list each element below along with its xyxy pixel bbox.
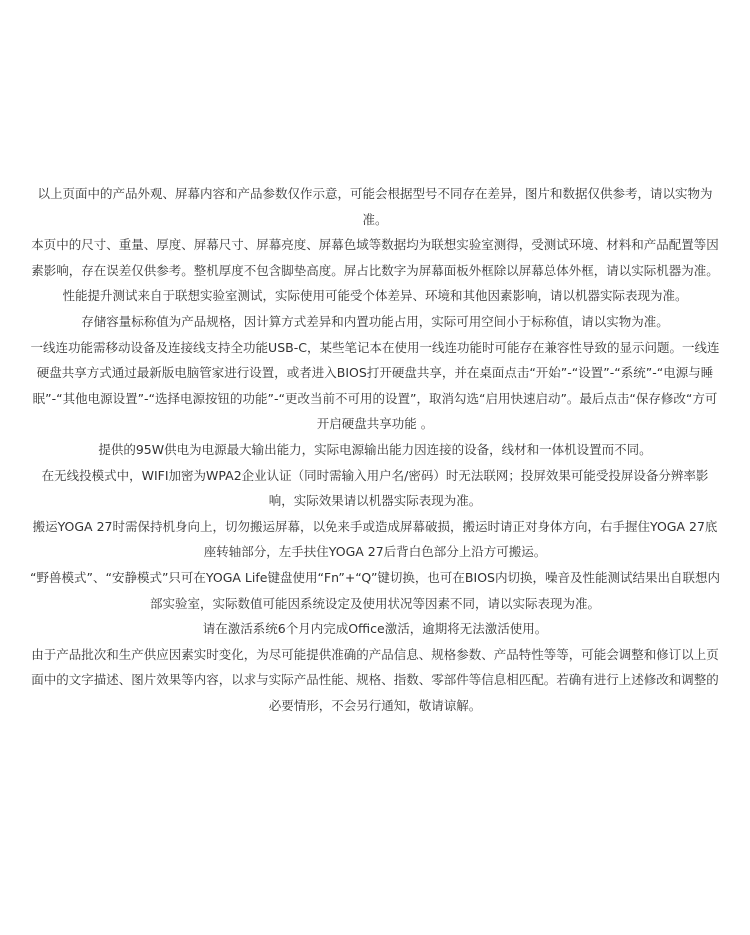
disclaimer-measurements: 本页中的尺寸、重量、厚度、屏幕尺寸、屏幕亮度、屏幕色域等数据均为联想实验室测得，受测试环境、材料和产品配置等因素影响，存在误差仅供参考。整机厚度不包含脚垫高度。屏占比数字为屏幕面板外框除以屏幕总体外框，请以实际机器为准。 xyxy=(31,237,719,278)
disclaimer-power: 提供的95W供电为电源最大输出能力，实际电源输出能力因连接的设备，线材和一体机设置而不同。 xyxy=(98,441,652,457)
disclaimer-wireless-projection: 在无线投模式中，WIFI加密为WPA2企业认证（同时需输入用户名/密码）时无法联网；投屏效果可能受投屏设备分辨率影响，实际效果请以机器实际表现为准。 xyxy=(41,467,709,509)
disclaimer-revisions: 由于产品批次和生产供应因素实时变化，为尽可能提供准确的产品信息、规格参数、产品特性等等，可能会调整和修订以上页面中的文字描述、图片效果等内容，以求与实际产品性能、规格、指数、零部件等信息相匹配。若确有进行上述修改和调整的必要情形，不会另行通知，敬请谅解。 xyxy=(31,646,719,713)
disclaimer-product-appearance: 以上页面中的产品外观、屏幕内容和产品参数仅作示意，可能会根据型号不同存在差异，图片和数据仅供参考，请以实物为准。 xyxy=(37,186,713,227)
disclaimer-handling: 搬运YOGA 27时需保持机身向上，切勿搬运屏幕，以免来手或造成屏幕破损，搬运时请正对身体方向，右手握住YOGA 27底座转轴部分，左手扶住YOGA 27后背白色部分上沿方可搬运。 xyxy=(32,518,718,560)
disclaimer-modes: “野兽模式”、“安静模式”只可在YOGA Life键盘使用“Fn”+“Q”键切换，也可在BIOS内切换，噪音及性能测试结果出自联想内部实验室，实际数值可能因系统设定及使用状况等因素不同，请以实际表现为准。 xyxy=(30,569,720,611)
disclaimer-performance: 性能提升测试来自于联想实验室测试，实际使用可能受个体差异、环境和其他因素影响，请以机器实际表现为准。 xyxy=(62,288,688,304)
disclaimer-office: 请在激活系统6个月内完成Office激活，逾期将无法激活使用。 xyxy=(202,621,548,637)
disclaimer-block xyxy=(30,181,720,718)
disclaimer-usb-c: 一线连功能需移动设备及连接线支持全功能USB-C，某些笔记本在使用一线连功能时可能存在兼容性导致的显示问题。一线连硬盘共享方式通过最新版电脑管家进行设置，或者进入BIOS打开硬盘共享，并在桌面点击“开始”-“设置”-“系统”-“电源与睡眠”-“其他电源设置”-“选择电源按钮的功能”-“更改当前不可用的设置”，取消勾选“启用快速启动”。最后点击“保存修改“方可开启硬盘共享功能 。 xyxy=(30,339,720,432)
disclaimer-storage: 存储容量标称值为产品规格，因计算方式差异和内置功能占用，实际可用空间小于标称值，请以实物为准。 xyxy=(81,313,669,329)
